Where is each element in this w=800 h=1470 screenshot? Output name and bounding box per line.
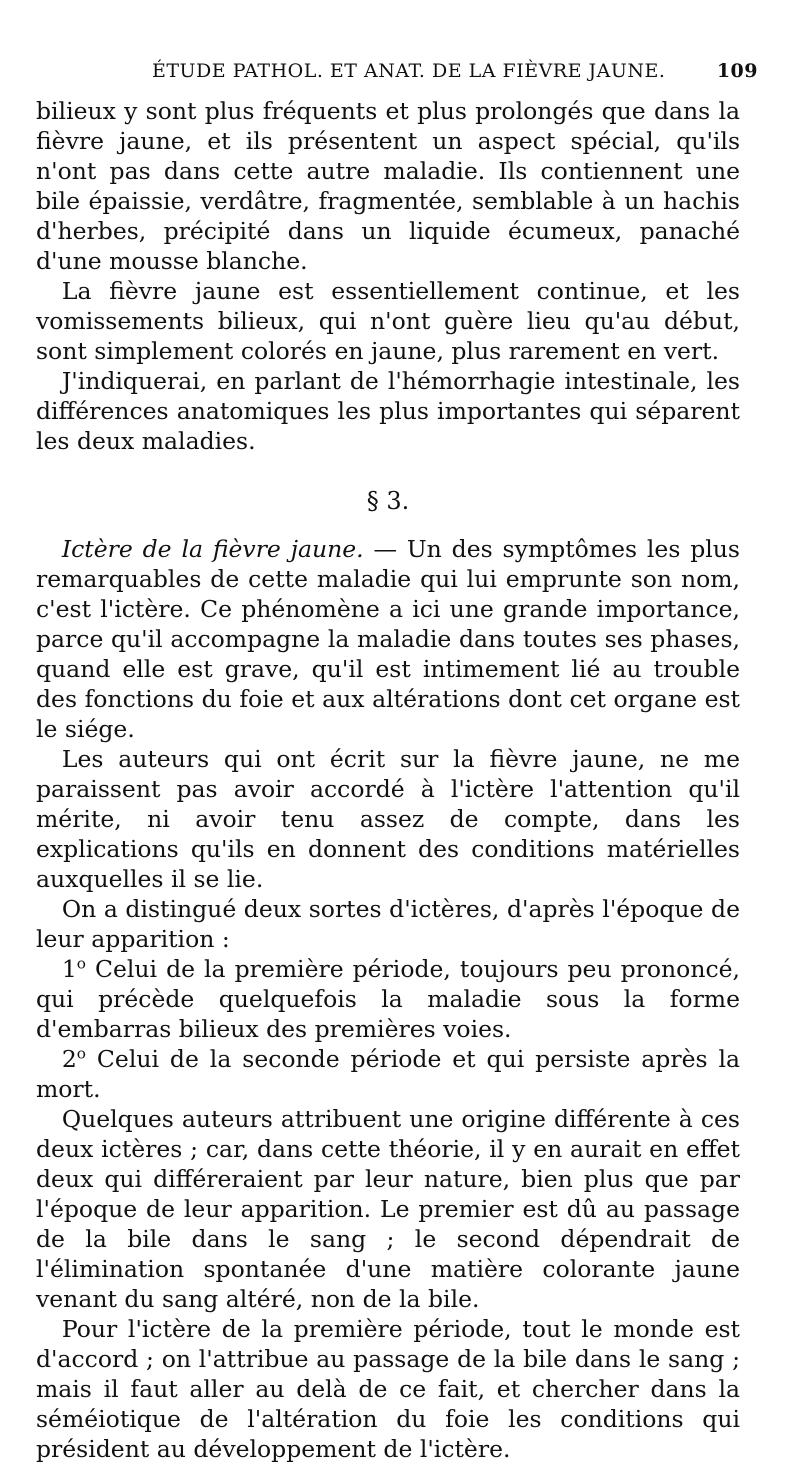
page-header [0,60,800,86]
section-heading: § 3. [366,487,410,515]
paragraph-icterus-intro [36,534,740,744]
list-item-text: Celui de la première période, toujours peu prononcé, qui précède quelquefois la maladie sous la forme d'embarras bilieux des premières voies. [36,955,740,1043]
paragraph-anatomical-differences: J'indiquerai, en parlant de l'hémorrhagie intestinale, les différences anatomiques les plus importantes qui séparent les deux maladies. [36,367,740,455]
list-number: 2 [61,1045,77,1073]
list-number: 1 [61,955,77,983]
list-item-second-period [36,1044,740,1104]
ordinal-marker: o [76,1044,86,1063]
paragraph-continuation: bilieux y sont plus fréquents et plus prolongés que dans la fièvre jaune, et ils présentent un aspect spécial, qu'ils n'ont pas dans cette autre maladie. Ils contiennent une bile épaissie, verdâtre, fragmentée, semblable à un hachis d'herbes, précipité dans un liquide écumeux, panaché d'une mousse blanche. [36,97,740,275]
paragraph-origin-theory: Quelques auteurs attribuent une origine différente à ces deux ictères ; car, dans cette théorie, il y en aurait en effet deux qui différeraient par leur nature, bien plus que par l'époque de leur apparition. Le premier est dû au passage de la bile dans le sang ; le second dépendrait de l'élimination spontanée d'une matière colorante jaune venant du sang altéré, non de la bile. [36,1105,740,1313]
paragraph-continuous-fever: La fièvre jaune est essentiellement continue, et les vomissements bilieux, qui n'ont guère lieu qu'au début, sont simplement colorés en jaune, plus rarement en vert. [36,277,740,365]
ordinal-marker: o [76,954,86,973]
list-item-text: Celui de la seconde période et qui persiste après la mort. [36,1045,740,1103]
list-item-first-period [36,954,740,1044]
paragraph-icterus-intro-text: — Un des symptômes les plus remarquables de cette maladie qui lui emprunte son nom, c'est l'ictère. Ce phénomène a ici une grande importance, parce qu'il accompagne la maladie dans toutes ses phases, quand elle est grave, qu'il est intimement lié au trouble des fonctions du foie et aux altérations dont cet organe est le siége. [36,535,740,743]
paragraph-authors: Les auteurs qui ont écrit sur la fièvre jaune, ne me paraissent pas avoir accordé à l'ictère l'attention qu'il mérite, ni avoir tenu assez de compte, dans les explications qu'ils en donnent des conditions matérielles auxquelles il se lie. [36,745,740,893]
running-title: ÉTUDE PATHOL. ET ANAT. DE LA FIÈVRE JAUNE. [152,60,666,82]
paragraph-two-kinds: On a distingué deux sortes d'ictères, d'après l'époque de leur apparition : [36,895,740,953]
section-title: Ictère de la fièvre jaune. [61,535,364,563]
page-number: 109 [716,60,758,82]
paragraph-first-period-icterus: Pour l'ictère de la première période, tout le monde est d'accord ; on l'attribue au passage de la bile dans le sang ; mais il faut aller au delà de ce fait, et chercher dans la séméiotique de l'altération du foie les conditions qui président au développement de l'ictère. [36,1315,740,1463]
body-text [36,96,740,1464]
